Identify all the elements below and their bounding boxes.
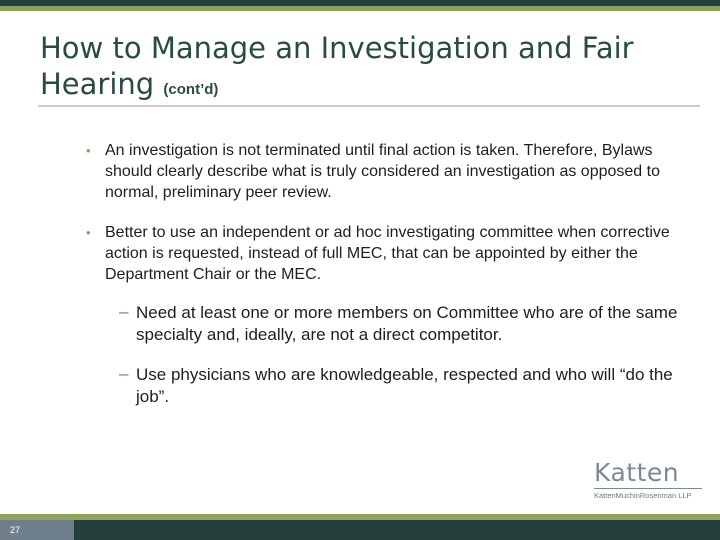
- bullet-item: [86, 140, 700, 203]
- bullet-text: Better to use an independent or ad hoc investigating committee when corrective action is requested, instead of full MEC, that can be appointed by either the Department Chair or the MEC.: [105, 224, 670, 283]
- sub-bullet-marker: –: [119, 364, 129, 383]
- sub-bullet-text: Need at least one or more members on Committee who are of the same specialty and, ideally, are not a direct competitor.: [136, 303, 678, 344]
- page-number-box: [0, 520, 74, 540]
- sub-bullet-text: Use physicians who are knowledgeable, respected and who will “do the job”.: [136, 365, 673, 406]
- logo-full-name: KattenMuchinRosenman LLP: [594, 491, 692, 500]
- logo-divider: [594, 488, 702, 489]
- top-bar-accent: [0, 6, 720, 11]
- title-divider: [38, 105, 700, 107]
- bullet-marker: •: [86, 225, 91, 240]
- sub-bullet-item: [119, 302, 696, 346]
- sub-bullet-marker: –: [119, 302, 129, 321]
- bullet-marker: •: [86, 143, 91, 158]
- bullet-item: [86, 222, 700, 285]
- slide-title-main: How to Manage an Investigation and Fair Hearing: [40, 31, 634, 101]
- slide-title-sub: (cont’d): [163, 81, 219, 98]
- bottom-bar-dark: [74, 520, 720, 540]
- katten-logo: [594, 458, 702, 500]
- sub-bullet-item: [119, 364, 696, 408]
- slide-title: [40, 30, 700, 108]
- bullet-text: An investigation is not terminated until final action is taken. Therefore, Bylaws should clearly describe what is truly considered an investigation as opposed to normal, preliminary peer review.: [105, 142, 660, 201]
- page-number: 27: [10, 525, 21, 535]
- logo-wordmark: Katten: [594, 458, 680, 487]
